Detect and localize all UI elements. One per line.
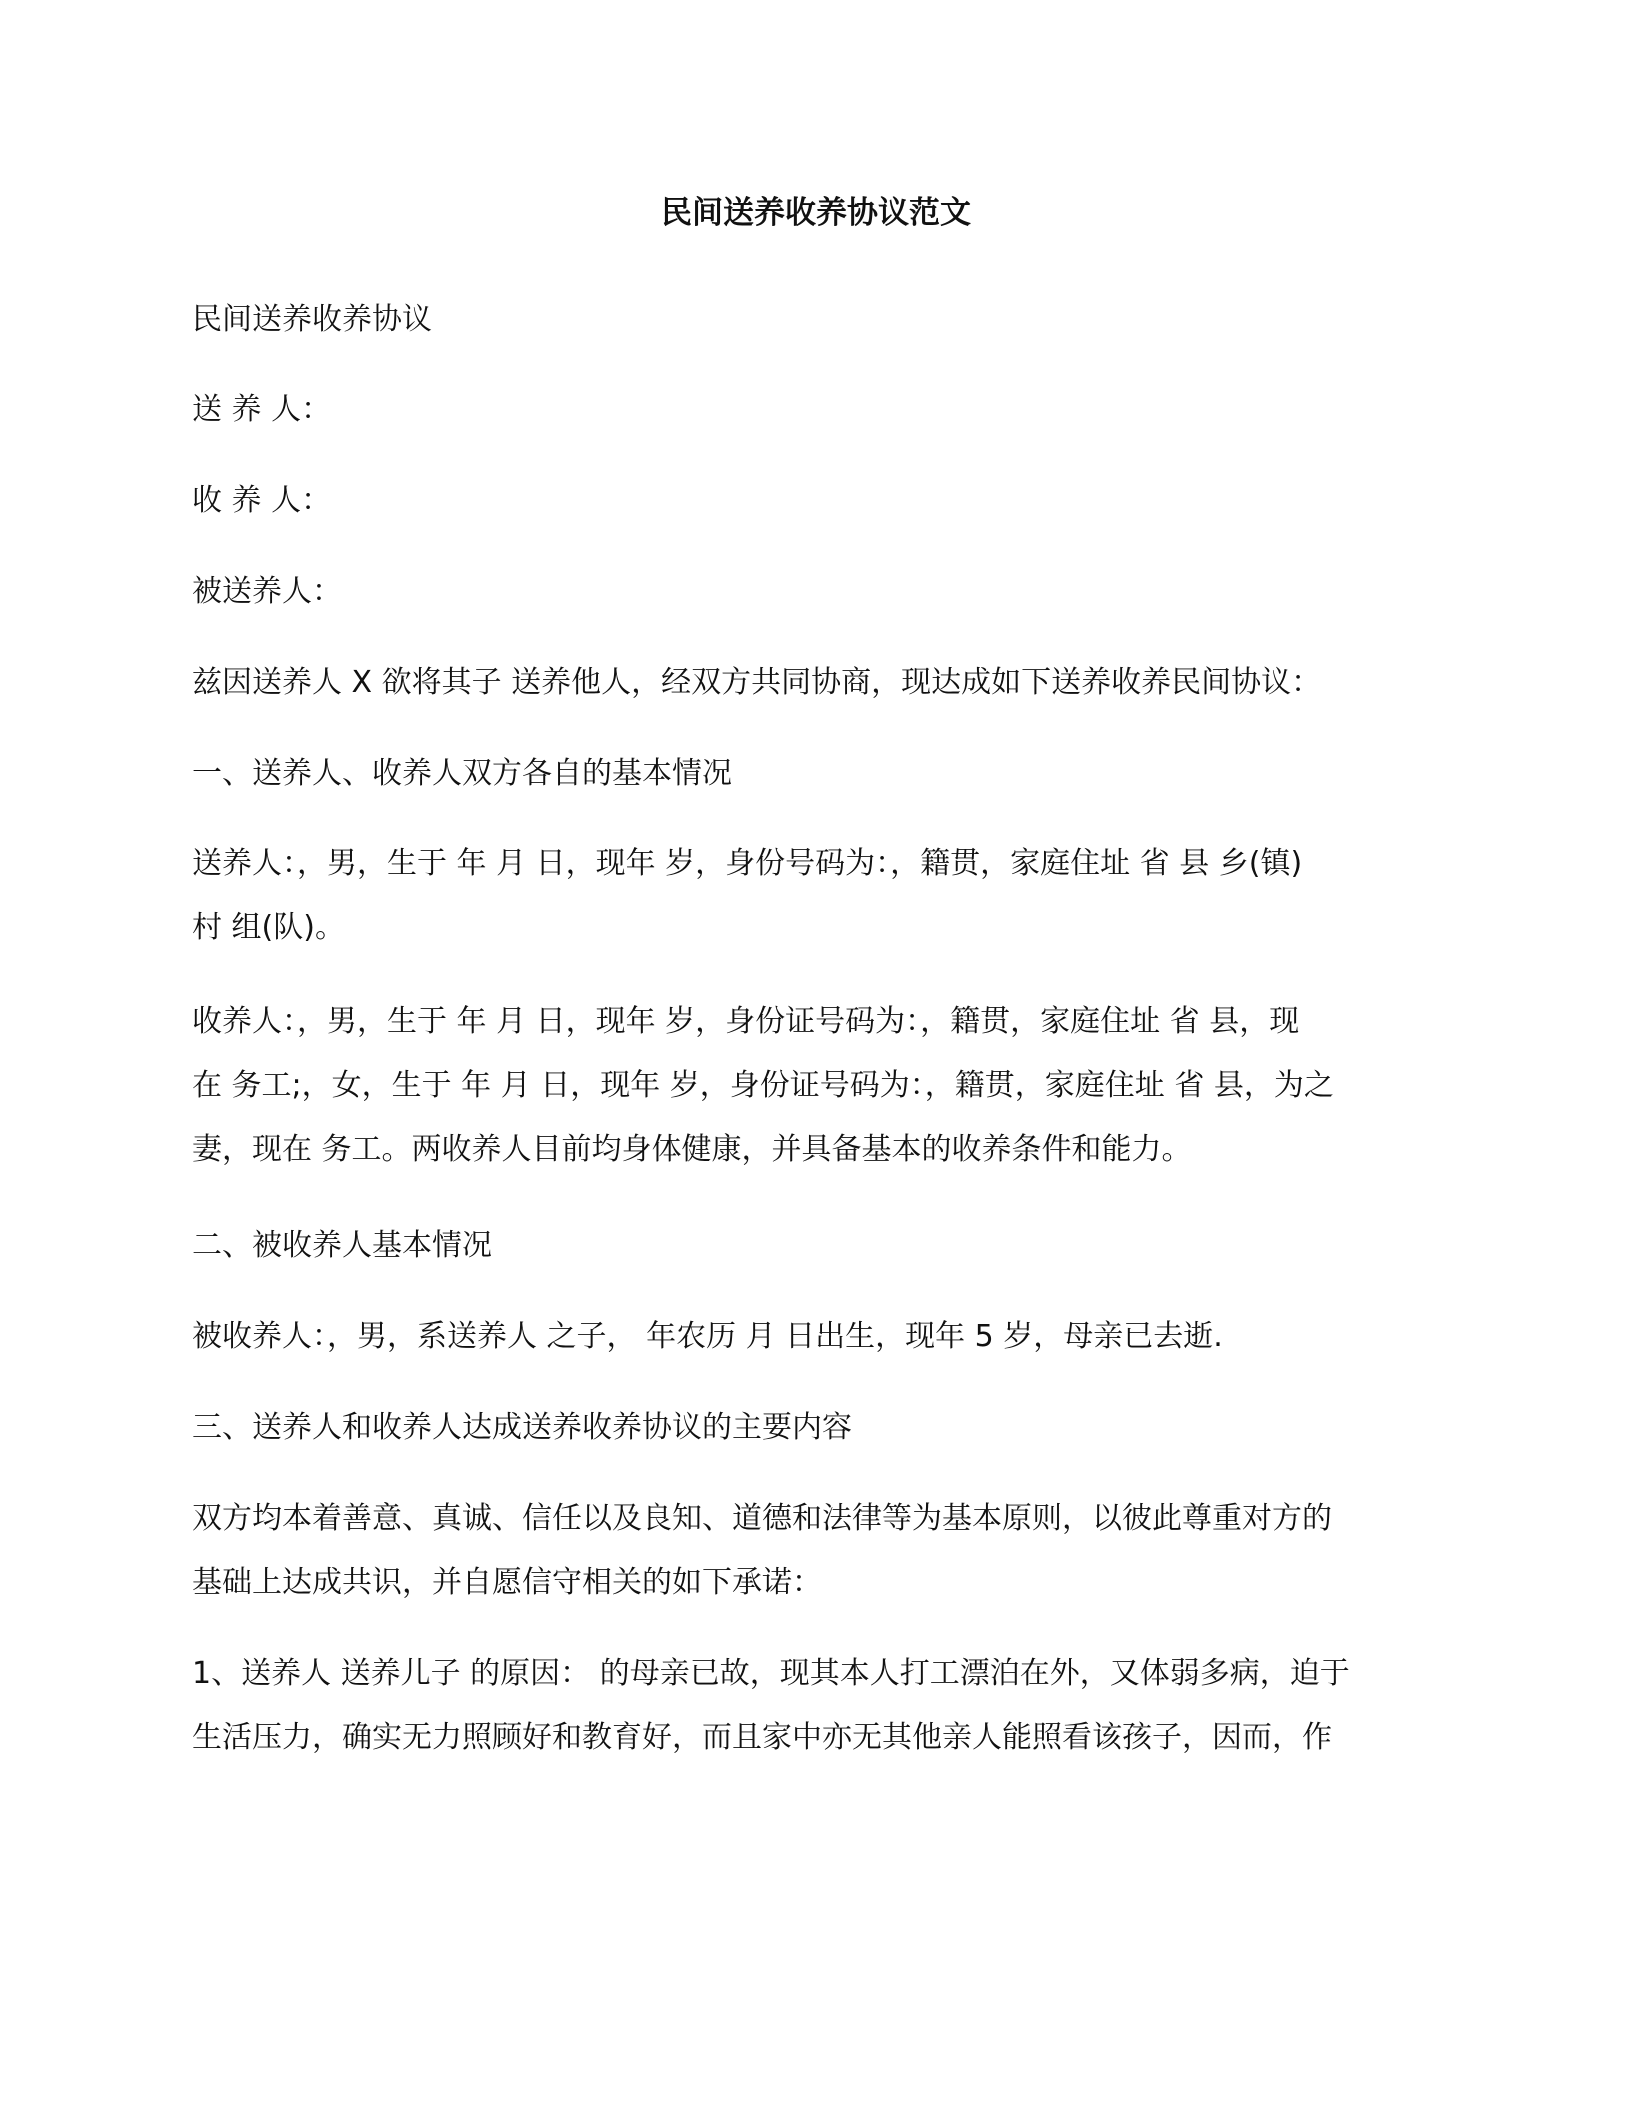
paragraph-line: 送养人：，男，生于 年 月 日，现年 岁，身份号码为：，籍贯，家庭住址 省 县 乡(镇) [192,846,1303,881]
paragraph-sender-label [192,378,1440,442]
paragraph-principles [192,1487,1440,1615]
paragraph-adoptee-label [192,560,1440,624]
paragraph-line: 被送养人： [192,574,342,609]
paragraph-line: 村 组(队)。 [192,910,345,945]
paragraph-line: 基础上达成共识，并自愿信守相关的如下承诺： [192,1565,822,1600]
document-title: 民间送养收养协议范文 [661,195,971,231]
paragraph-line: 妻，现在 务工。两收养人目前均身体健康，并具备基本的收养条件和能力。 [192,1132,1192,1167]
paragraph-line: 双方均本着善意、真诚、信任以及良知、道德和法律等为基本原则，以彼此尊重对方的 [192,1501,1332,1536]
paragraph-adopter-label [192,469,1440,533]
paragraph-clause-1 [192,1642,1440,1770]
paragraph-adopter-info [192,990,1440,1182]
section-heading-2 [192,1214,1440,1278]
paragraph-agreement-heading [192,288,1440,352]
paragraph-sender-info [192,832,1440,960]
paragraph-adoptee-info [192,1305,1440,1369]
paragraph-line: 一、送养人、收养人双方各自的基本情况 [192,756,732,791]
paragraph-line: 民间送养收养协议 [192,302,432,337]
paragraph-preamble [192,651,1440,715]
paragraph-line: 在 务工;，女，生于 年 月 日，现年 岁，身份证号码为：，籍贯，家庭住址 省 县，为之 [192,1068,1334,1103]
paragraph-line: 生活压力，确实无力照顾好和教育好，而且家中亦无其他亲人能照看该孩子，因而，作 [192,1720,1332,1755]
paragraph-line: 兹因送养人 X 欲将其子 送养他人，经双方共同协商，现达成如下送养收养民间协议： [192,665,1322,700]
section-heading-1 [192,742,1440,806]
paragraph-line: 二、被收养人基本情况 [192,1228,492,1263]
paragraph-line: 三、送养人和收养人达成送养收养协议的主要内容 [192,1410,852,1445]
paragraph-line: 送 养 人： [192,392,332,427]
section-heading-3 [192,1396,1440,1460]
paragraph-line: 1、送养人 送养儿子 的原因： 的母亲已故，现其本人打工漂泊在外，又体弱多病，迫于 [192,1656,1350,1691]
paragraph-line: 收 养 人： [192,483,332,518]
paragraph-line: 被收养人：，男，系送养人 之子， 年农历 月 日出生，现年 5 岁，母亲已去逝. [192,1319,1223,1354]
paragraph-line: 收养人：，男，生于 年 月 日，现年 岁，身份证号码为：，籍贯，家庭住址 省 县，现 [192,1004,1300,1039]
